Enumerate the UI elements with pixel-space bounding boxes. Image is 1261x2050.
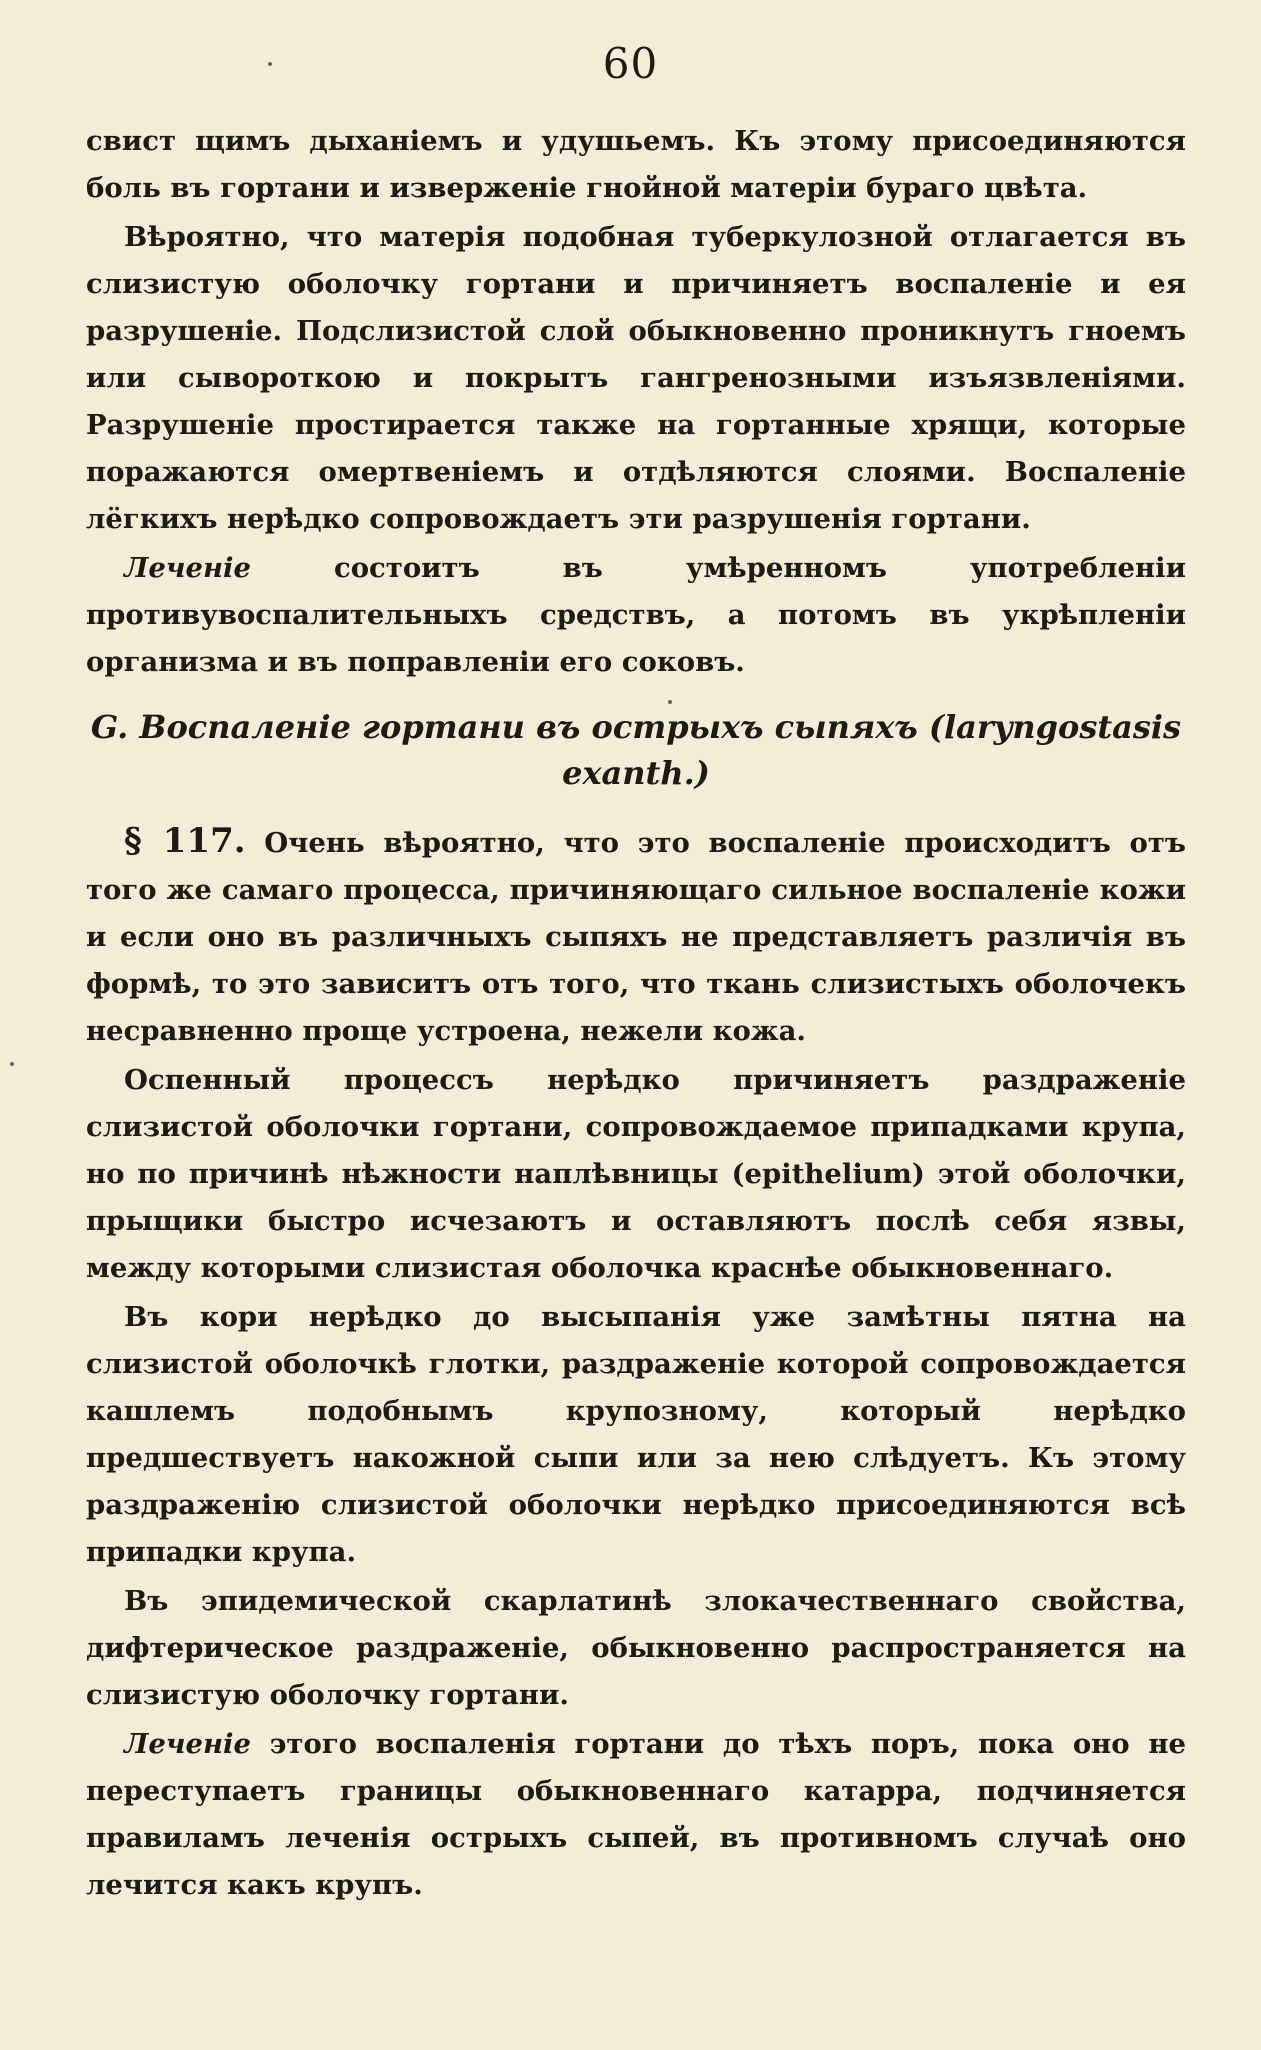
- paragraph-6: Въ кори нерѣдко до высыпанія уже замѣтны пятна на слизистой оболочкѣ глотки, раздраженіе которой сопровождается кашлемъ подобнымъ крупозному, который нерѣдко предшествуетъ накожной сыпи или за нею слѣдуетъ. Къ этому раздраженію слизистой оболочки нерѣдко присоединяются всѣ припадки крупа.: [86, 1301, 1186, 1568]
- paragraph-3: [86, 545, 1186, 686]
- paper-speck: [268, 62, 272, 66]
- paragraph-5: Оспенный процессъ нерѣдко причиняетъ раздраженіе слизистой оболочки гортани, сопровождаемое припадками крупа, но по причинѣ нѣжности наплѣвницы (epithelium) этой оболочки, прыщики быстро исчезаютъ и оставляютъ послѣ себя язвы, между которыми слизистая оболочка краснѣе обыкновеннаго.: [86, 1064, 1186, 1284]
- paragraph-4-text: Очень вѣроятно, что это воспаленіе происходитъ отъ того же самаго процесса, причиняющаго сильное воспаленіе кожи и если оно въ различныхъ сыпяхъ не представляетъ различія въ формѣ, то это зависитъ отъ того, что ткань слизистыхъ оболочекъ несравненно проще устроена, нежели кожа.: [86, 827, 1186, 1047]
- paragraph-1: свист щимъ дыханіемъ и удушьемъ. Къ этому присоединяются боль въ гортани и изверженіе гнойной матеріи бураго цвѣта.: [86, 125, 1186, 204]
- paragraph-8-lead: Леченіе: [124, 1728, 251, 1760]
- paragraph-8-text: этого воспаленія гортани до тѣхъ поръ, пока оно не переступаетъ границы обыкновеннаго катарра, подчиняется правиламъ леченія острыхъ сыпей, въ противномъ случаѣ оно лечится какъ крупъ.: [86, 1728, 1186, 1901]
- paragraph-3-text: состоитъ въ умѣренномъ употребленіи противувоспалительныхъ средствъ, а потомъ въ укрѣпленіи организма и въ поправленіи его соковъ.: [86, 552, 1186, 678]
- section-number: § 117.: [124, 821, 246, 861]
- body-text: [86, 118, 1186, 1909]
- paragraph-7: Въ эпидемической скарлатинѣ злокачественнаго свойства, дифтерическое раздраженіе, обыкновенно распространяется на слизистую оболочку гортани.: [86, 1585, 1186, 1711]
- page-number: 60: [602, 39, 659, 88]
- paragraph-4: [86, 818, 1186, 1055]
- paragraph-2: Вѣроятно, что матерія подобная туберкулозной отлагается въ слизистую оболочку гортани и причиняетъ воспаленіе и ея разрушеніе. Подслизистой слой обыкновенно проникнутъ гноемъ или сывороткою и покрытъ гангренозными изъязвленіями. Разрушеніе простирается также на гортанные хрящи, которые поражаются омертвеніемъ и отдѣляются слоями. Воспаленіе лёгкихъ нерѣдко сопровождаетъ эти разрушенія гортани.: [86, 221, 1186, 535]
- paragraph-8: [86, 1721, 1186, 1909]
- paper-speck: [10, 1062, 14, 1066]
- paper-speck: [668, 700, 672, 704]
- section-heading: G. Воспаленіе гортани въ острыхъ сыпяхъ (laryngostasis exanth.): [90, 708, 1182, 792]
- paragraph-3-lead: Леченіе: [124, 552, 251, 584]
